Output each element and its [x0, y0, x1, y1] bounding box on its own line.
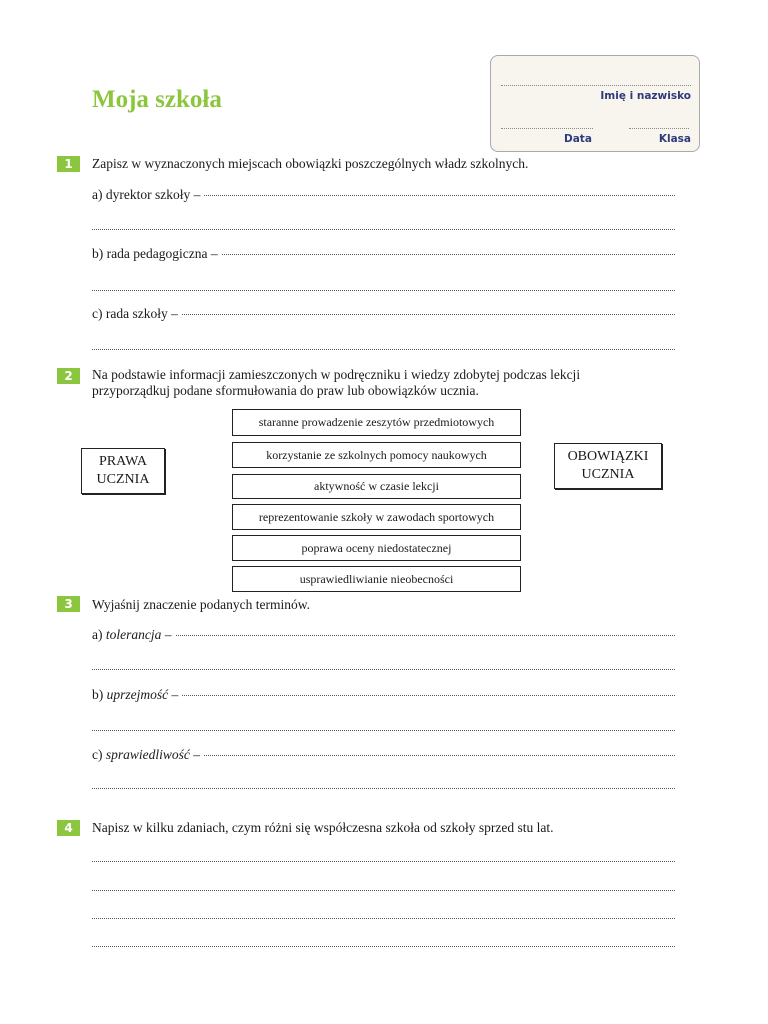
name-field[interactable]: [501, 85, 691, 86]
statement-card[interactable]: poprawa oceny niedostatecznej: [232, 535, 521, 561]
answer-line[interactable]: [182, 695, 675, 696]
answer-line[interactable]: [204, 195, 675, 196]
statement-card[interactable]: aktywność w czasie lekcji: [232, 474, 521, 499]
task-instruction: Napisz w kilku zdaniach, czym różni się współczesna szkoła od szkoły sprzed stu lat.: [92, 820, 554, 835]
date-field[interactable]: [501, 128, 593, 129]
answer-row[interactable]: [92, 306, 675, 324]
answer-line[interactable]: [92, 290, 675, 291]
answer-row[interactable]: [92, 687, 675, 705]
statement-card[interactable]: korzystanie ze szkolnych pomocy naukowych: [232, 442, 521, 468]
item-label: rada szkoły: [105, 306, 168, 321]
item-dash: –: [189, 747, 201, 762]
term-label: uprzejmość: [106, 687, 169, 702]
task-instruction: Na podstawie informacji zamieszczonych w podręczniku i wiedzy zdobytej podczas lekcji przyporządkuj podane sformułowania do praw lub obowiązków ucznia.: [92, 367, 581, 398]
class-label: Klasa: [658, 133, 691, 145]
answer-row[interactable]: [92, 187, 675, 205]
statement-card[interactable]: usprawiedliwianie nieobecności: [232, 566, 521, 592]
answer-line[interactable]: [92, 229, 675, 230]
item-prefix: c): [92, 747, 106, 762]
name-label: Imię i nazwisko: [600, 90, 691, 102]
item-prefix: b): [92, 246, 107, 261]
date-label: Data: [564, 133, 592, 145]
answer-line[interactable]: [92, 890, 675, 891]
term-label: sprawiedliwość: [105, 747, 190, 762]
rights-box[interactable]: PRAWA UCZNIA: [81, 448, 165, 494]
task-instruction: Zapisz w wyznaczonych miejscach obowiązki poszczególnych władz szkolnych.: [92, 156, 529, 171]
answer-row[interactable]: [92, 246, 675, 264]
page-title: Moja szkoła: [92, 86, 222, 113]
student-info-box: [490, 55, 700, 152]
item-prefix: c): [92, 306, 106, 321]
answer-line[interactable]: [92, 730, 675, 731]
item-dash: –: [168, 687, 179, 702]
task-number: 2: [57, 368, 80, 384]
task-number: 3: [57, 596, 80, 612]
task-instruction: Wyjaśnij znaczenie podanych terminów.: [92, 597, 310, 612]
answer-line[interactable]: [182, 314, 675, 315]
item-prefix: a): [92, 187, 106, 202]
answer-line[interactable]: [92, 788, 675, 789]
answer-row[interactable]: [92, 747, 675, 765]
term-label: tolerancja: [105, 627, 162, 642]
task-number: 1: [57, 156, 80, 172]
answer-line[interactable]: [92, 918, 675, 919]
answer-line[interactable]: [222, 254, 675, 255]
item-dash: –: [167, 306, 178, 321]
class-field[interactable]: [629, 128, 689, 129]
statement-card[interactable]: staranne prowadzenie zeszytów przedmiotowych: [232, 409, 521, 436]
item-prefix: b): [92, 687, 107, 702]
item-label: dyrektor szkoły: [105, 187, 191, 202]
answer-line[interactable]: [176, 635, 676, 636]
item-dash: –: [190, 187, 201, 202]
item-dash: –: [207, 246, 218, 261]
answer-line[interactable]: [92, 349, 675, 350]
answer-line[interactable]: [92, 669, 675, 670]
item-prefix: a): [92, 627, 106, 642]
task-number: 4: [57, 820, 80, 836]
answer-line[interactable]: [92, 946, 675, 947]
statement-card[interactable]: reprezentowanie szkoły w zawodach sportowych: [232, 504, 521, 530]
answer-line[interactable]: [204, 755, 675, 756]
answer-line[interactable]: [92, 861, 675, 862]
duties-box[interactable]: OBOWIĄZKI UCZNIA: [554, 443, 662, 489]
item-dash: –: [161, 627, 172, 642]
answer-row[interactable]: [92, 627, 675, 645]
item-label: rada pedagogiczna: [106, 246, 208, 261]
